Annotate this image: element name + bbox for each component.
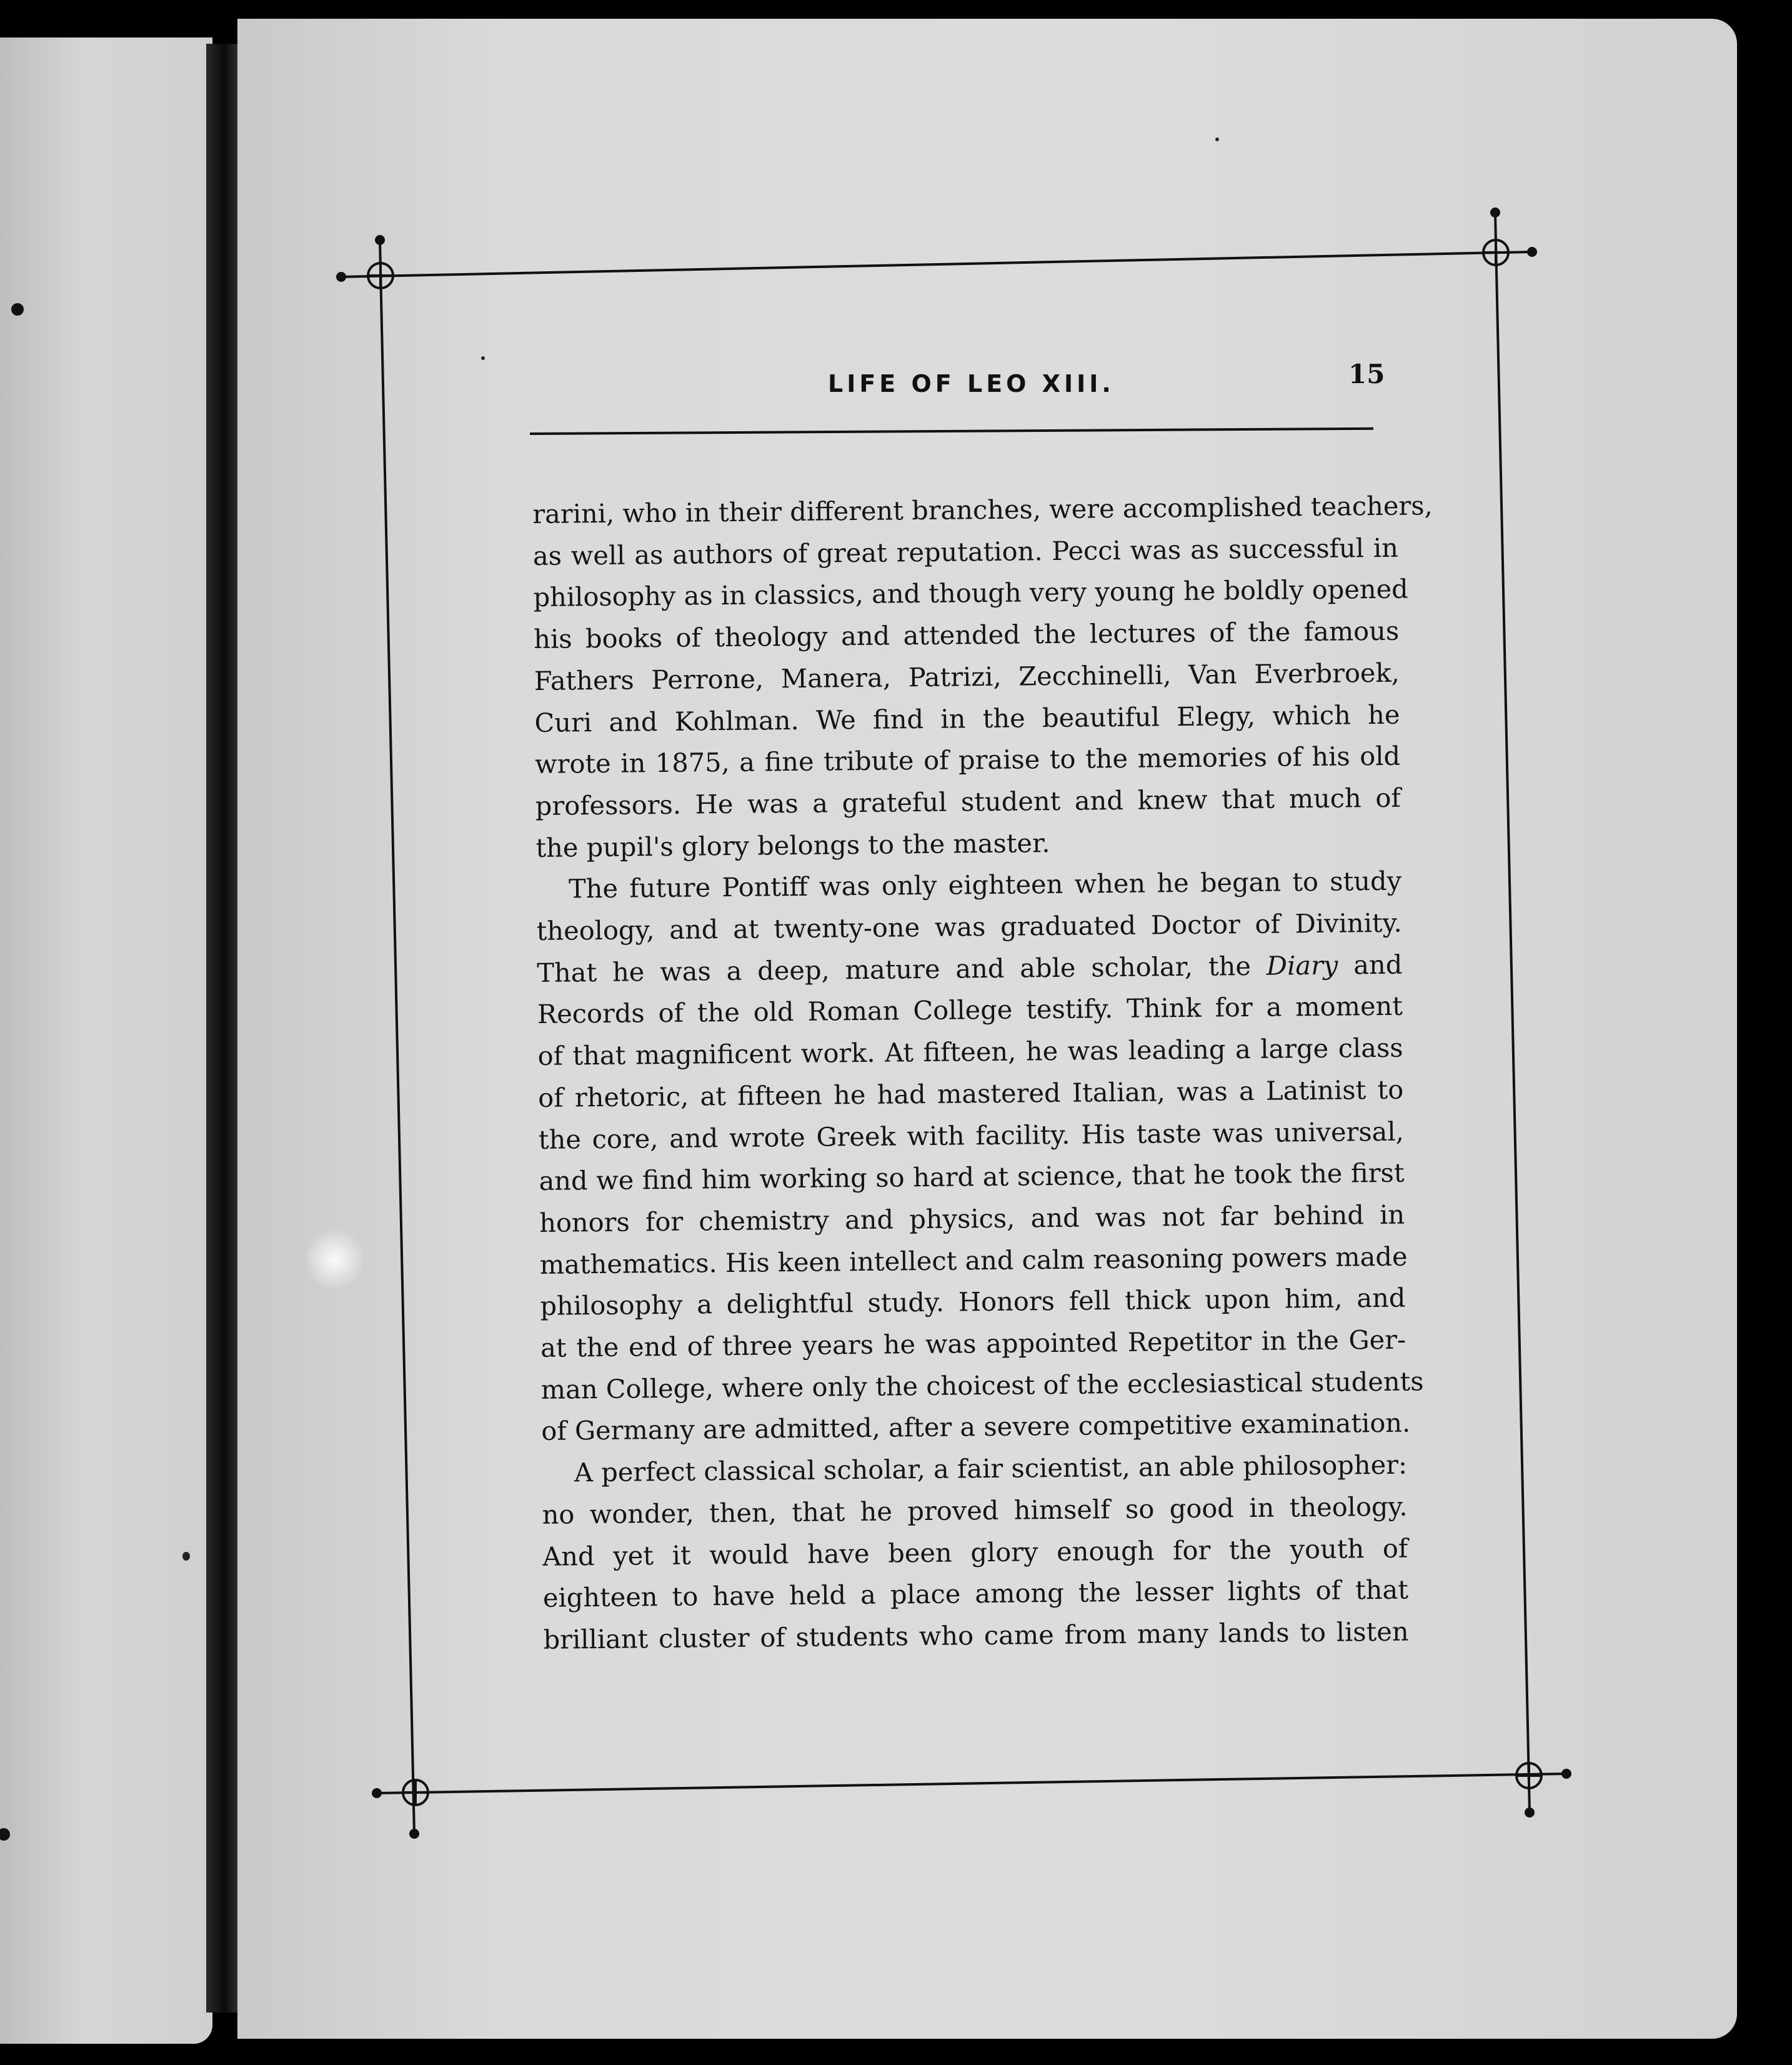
text-line: rarini, who in their different branches, were accomplished teachers, [532,490,1433,529]
text-run: That he was a deep, mature and able scholar, the [537,950,1252,988]
text-line: A perfect classical scholar, a fair scientist, an able philosopher: [574,1449,1408,1488]
text-line: theology, and at twenty-one was graduated Doctor of Divinity. [536,907,1402,946]
text-line: of that magnificent work. At fifteen, he was leading a large class [537,1032,1403,1072]
text-line: professors. He was a grateful student and knew that much of [535,782,1401,821]
ink-speck [481,356,485,360]
italic-title: Diary [1266,949,1338,981]
text-line: wrote in 1875, a fine tribute of praise to the memories of his old [534,740,1401,780]
text-line: his books of theology and attended the lectures of the famous [533,615,1400,655]
body-text [532,486,1433,1661]
text-line: philosophy a delightful study. Honors fell thick upon him, and [540,1282,1406,1322]
text-line: Fathers Perrone, Manera, Patrizi, Zecchinelli, Van Everbroek, [534,657,1400,696]
text-line: brilliant cluster of students who came from many lands to listen [543,1616,1409,1655]
text-line: of rhetoric, at fifteen he had mastered Italian, was a Latinist to [538,1074,1404,1113]
text-line: mathematics. His keen intellect and calm reasoning powers made [539,1241,1408,1280]
text-line: honors for chemistry and physics, and was not far behind in [539,1199,1405,1238]
ink-speck [182,1552,190,1561]
text-line: man College, where only the choicest of the ecclesiastical students [540,1366,1424,1405]
text-line: The future Pontiff was only eighteen when he began to study [568,866,1402,904]
text-line: the core, and wrote Greek with facility. His taste was universal, [538,1116,1405,1155]
page-number: 15 [1348,359,1385,389]
text-line: and we find him working so hard at science, that he took the first [539,1157,1405,1197]
ink-speck [1215,138,1219,141]
text-line: no wonder, then, that he proved himself so good in theology. [542,1491,1408,1530]
text-line: Records of the old Roman College testify. Think for a moment [537,991,1403,1030]
text-line: as well as authors of great reputation. Pecci was as successful in [532,532,1399,571]
text-run: and [1353,949,1403,981]
text-line: of Germany are admitted, after a severe competitive examination. [541,1408,1411,1447]
text-line: philosophy as in classics, and though very young he boldly opened [533,573,1408,613]
running-head: LIFE OF LEO XIII. [828,370,1115,398]
text-line: And yet it would have been glory enough for the youth of [542,1532,1408,1572]
text-line: the pupil's glory belongs to the master. [535,827,1050,863]
text-line: at the end of three years he was appointed Repetitor in the Ger- [540,1324,1406,1363]
text-line: Curi and Kohlman. We find in the beautiful Elegy, which he [534,699,1400,738]
text-line: eighteen to have held a place among the lesser lights of that [542,1574,1409,1614]
